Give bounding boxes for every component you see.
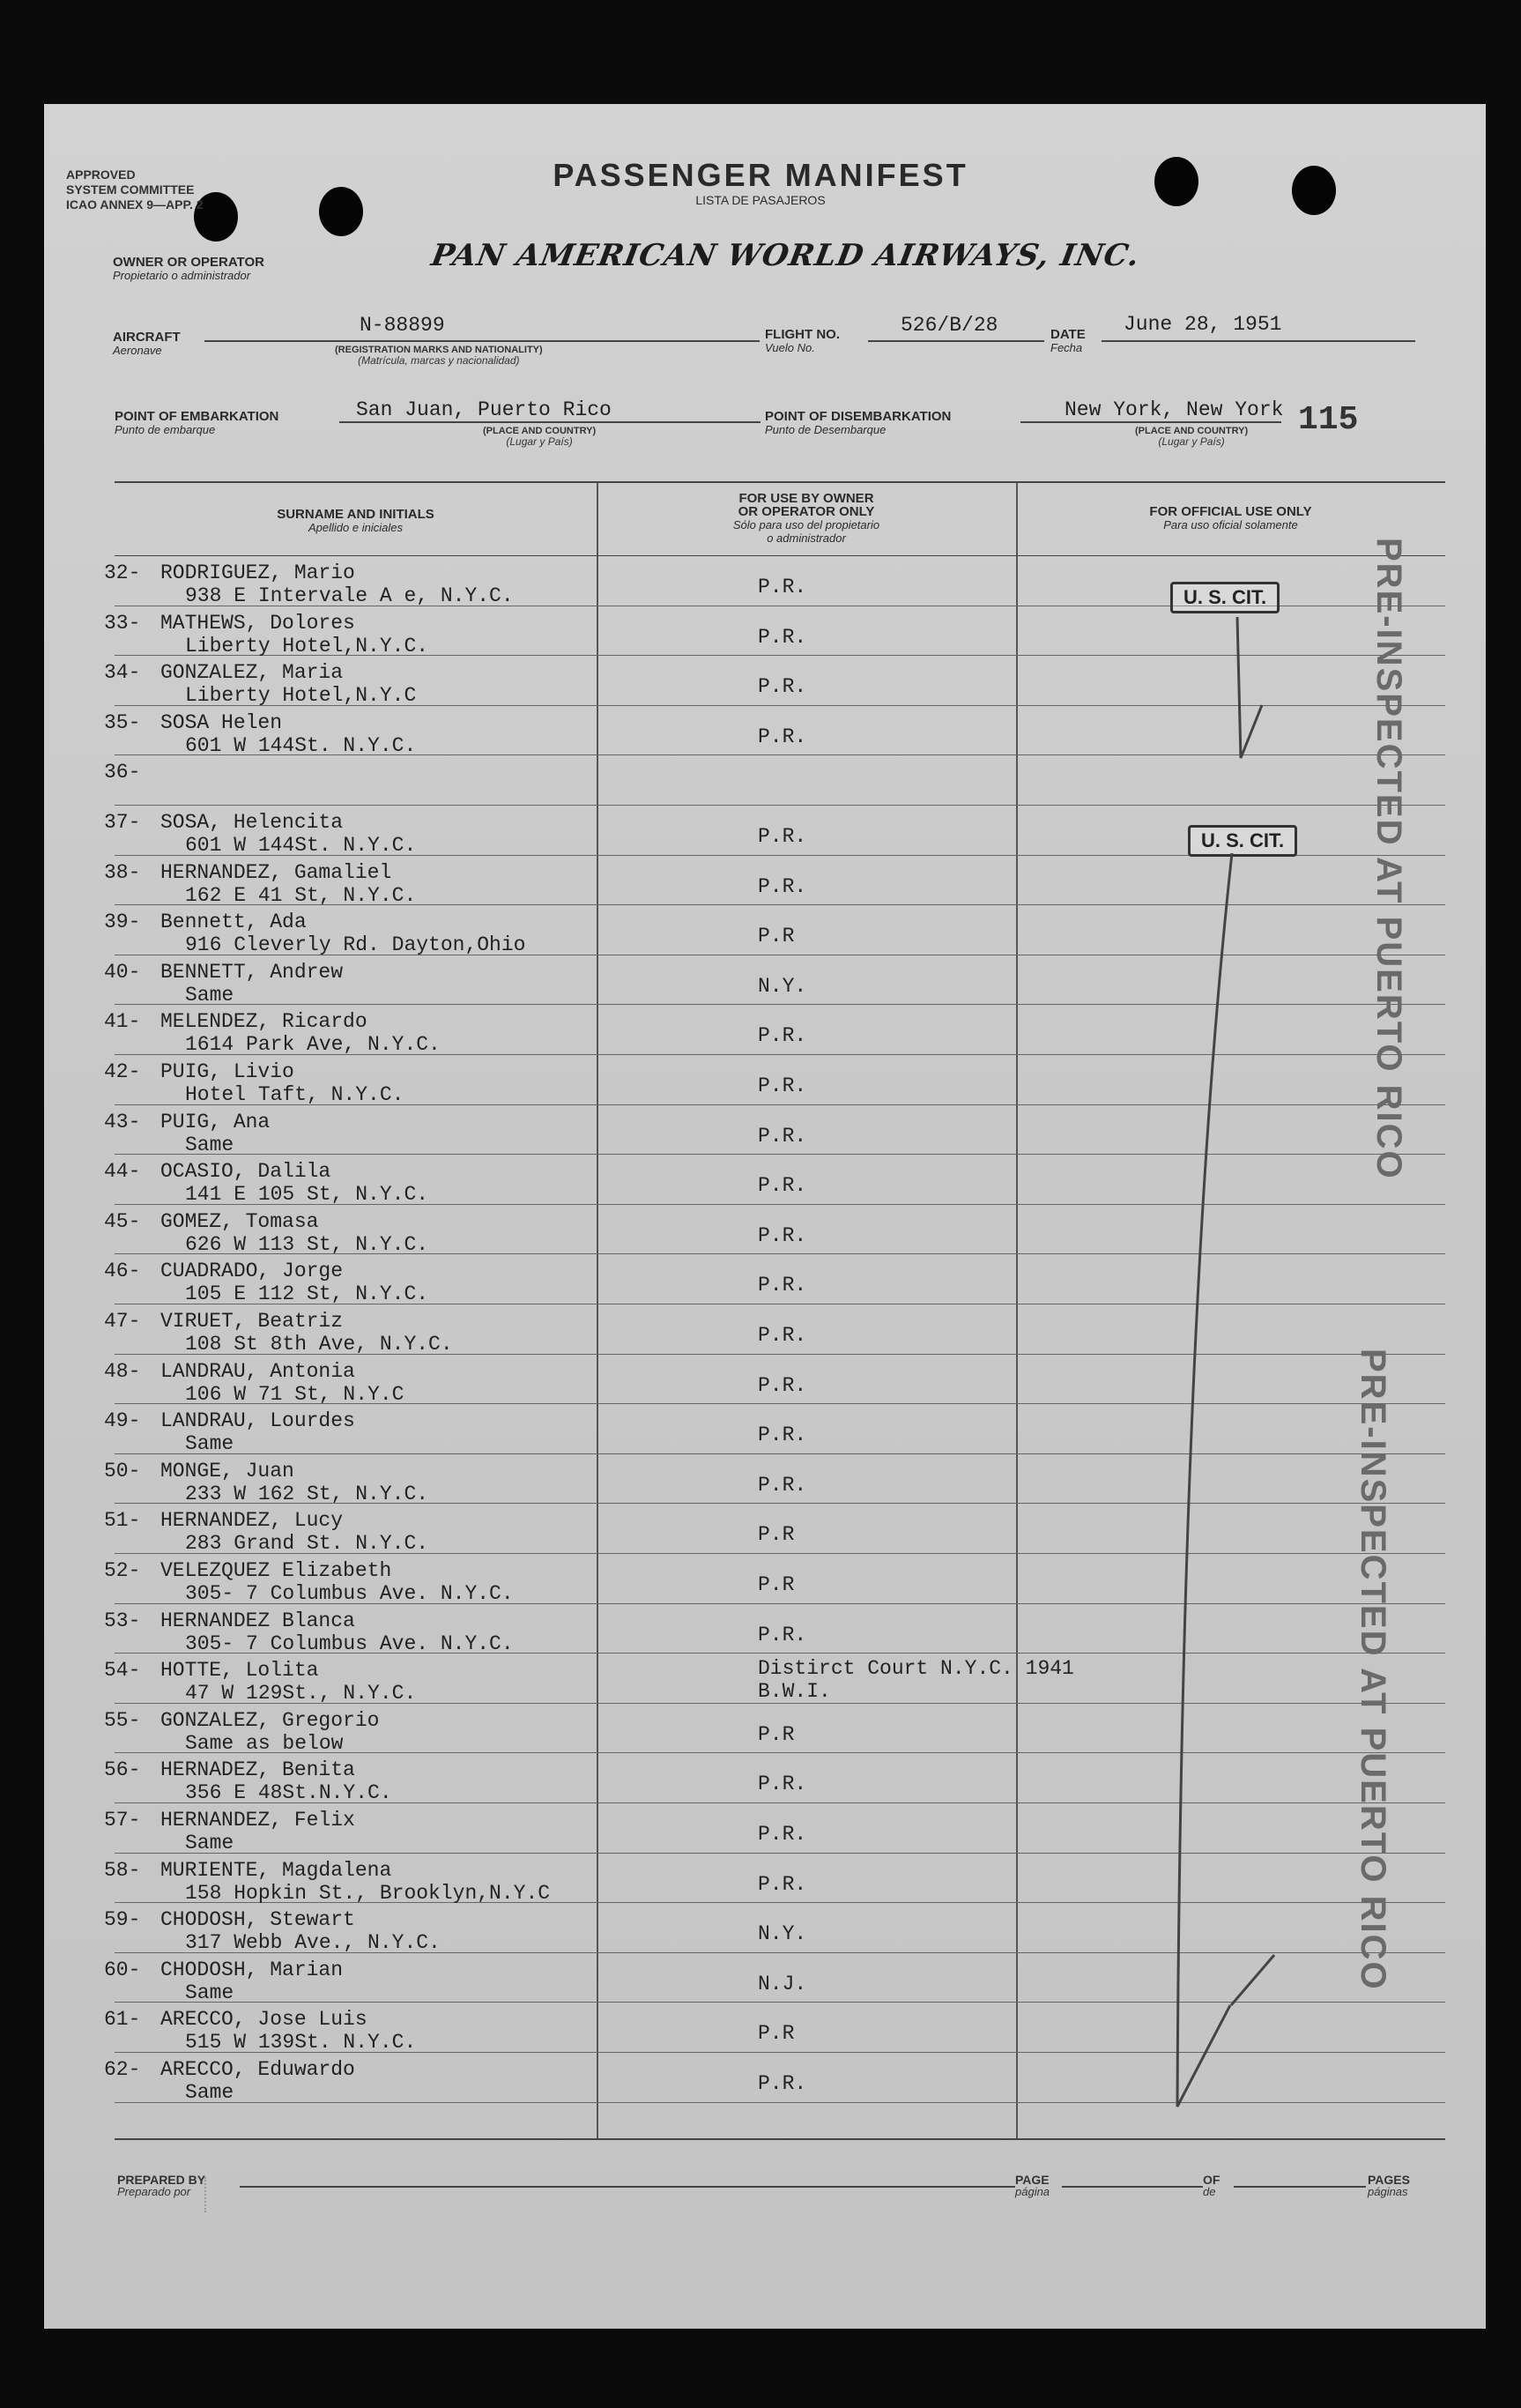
- owner-use-entry: N.J.: [758, 1972, 807, 1996]
- preinspected-stamp: PRE-INSPECTED AT PUERTO RICO: [1354, 1349, 1392, 1991]
- flight-date: June 28, 1951: [1124, 313, 1282, 336]
- passenger-address: 158 Hopkin St., Brooklyn,N.Y.C: [185, 1881, 551, 1905]
- passenger-name: LANDRAU, Antonia: [160, 1359, 355, 1383]
- passenger-name: BENNETT, Andrew: [160, 960, 344, 984]
- page-label: PAGE página: [1015, 2173, 1050, 2198]
- passenger-address: 626 W 113 St, N.Y.C.: [185, 1232, 429, 1256]
- owner-use-entry: P.R.: [758, 1623, 807, 1646]
- owner-use-entry: P.R.: [758, 1274, 807, 1297]
- passenger-name: HERNANDEZ, Felix: [160, 1809, 355, 1832]
- page-number: 115: [1298, 401, 1359, 439]
- row-number: 41-: [104, 1010, 141, 1034]
- aircraft-label: AIRCRAFT Aeronave: [113, 330, 181, 357]
- row-number: 59-: [104, 1908, 141, 1932]
- row-number: 39-: [104, 910, 141, 934]
- owner-label: OWNER OR OPERATOR Propietario o administrador: [113, 255, 264, 282]
- owner-use-entry: P.R.: [758, 874, 807, 898]
- owner-use-entry: P.R.: [758, 2072, 807, 2095]
- owner-use-entry: P.R.: [758, 1174, 807, 1198]
- owner-use-entry: P.R.: [758, 1373, 807, 1397]
- row-number: 42-: [104, 1060, 141, 1083]
- row-number: 38-: [104, 860, 141, 884]
- owner-use-entry: P.R.: [758, 1074, 807, 1097]
- passenger-name: ARECCO, Jose Luis: [160, 2008, 367, 2032]
- passenger-name: HERNADEZ, Benita: [160, 1758, 355, 1782]
- registration-note: (REGISTRATION MARKS AND NATIONALITY) (Matrícula, marcas y nacionalidad): [335, 345, 543, 367]
- row-number: 37-: [104, 811, 141, 834]
- passenger-name: HERNANDEZ, Lucy: [160, 1509, 344, 1533]
- embark-place-note: (PLACE AND COUNTRY) (Lugar y País): [483, 426, 597, 448]
- passenger-address: 317 Webb Ave., N.Y.C.: [185, 1931, 441, 1955]
- passenger-address: Hotel Taft, N.Y.C.: [185, 1083, 404, 1106]
- row-number: 46-: [104, 1260, 141, 1283]
- passenger-name: PUIG, Livio: [160, 1060, 294, 1083]
- passenger-name: MONGE, Juan: [160, 1459, 294, 1483]
- row-number: 43-: [104, 1110, 141, 1133]
- passenger-name: CUADRADO, Jorge: [160, 1260, 344, 1283]
- surname-header: SURNAME AND INITIALS Apellido e iniciales: [277, 507, 434, 534]
- owner-use-entry: P.R.: [758, 1024, 807, 1048]
- row-number: 54-: [104, 1659, 141, 1683]
- owner-use-entry: P.R: [758, 925, 795, 948]
- row-number: 40-: [104, 960, 141, 984]
- passenger-name: CHODOSH, Stewart: [160, 1908, 355, 1932]
- operator-name: PAN AMERICAN WORLD AIRWAYS, INC.: [428, 238, 1143, 273]
- passenger-address: 515 W 139St. N.Y.C.: [185, 2031, 417, 2055]
- passenger-address: Same: [185, 1981, 234, 2004]
- owner-use-entry: P.R.: [758, 1872, 807, 1896]
- passenger-address: 106 W 71 St, N.Y.C: [185, 1382, 404, 1406]
- passenger-name: GOMEZ, Tomasa: [160, 1209, 319, 1233]
- row-number: 32-: [104, 561, 141, 584]
- row-number: 62-: [104, 2058, 141, 2081]
- date-label: DATE Fecha: [1050, 327, 1086, 354]
- row-number: 58-: [104, 1858, 141, 1882]
- row-number: 57-: [104, 1809, 141, 1832]
- row-number: 49-: [104, 1409, 141, 1433]
- us-citizen-stamp: U. S. CIT.: [1188, 825, 1297, 857]
- row-number: 47-: [104, 1310, 141, 1333]
- passenger-address: 108 St 8th Ave, N.Y.C.: [185, 1333, 453, 1356]
- row-number: 53-: [104, 1609, 141, 1632]
- disembark-label: POINT OF DISEMBARKATION Punto de Desembarque: [765, 409, 952, 436]
- row-number: 51-: [104, 1509, 141, 1533]
- passenger-name: OCASIO, Dalila: [160, 1160, 331, 1184]
- aircraft-value: N-88899: [360, 314, 445, 337]
- owner-use-entry: P.R.: [758, 1324, 807, 1347]
- passenger-address: 356 E 48St.N.Y.C.: [185, 1781, 392, 1805]
- passenger-name: SOSA, Helencita: [160, 811, 344, 834]
- passenger-name: GONZALEZ, Gregorio: [160, 1708, 380, 1732]
- embark-label: POINT OF EMBARKATION Punto de embarque: [115, 409, 279, 436]
- passenger-address: Same: [185, 1133, 234, 1156]
- passenger-address: Liberty Hotel,N.Y.C.: [185, 634, 429, 658]
- owner-use-entry: P.R.: [758, 1223, 807, 1247]
- owner-use-entry: P.R: [758, 2022, 795, 2046]
- row-number: 45-: [104, 1209, 141, 1233]
- owner-use-entry: P.R: [758, 1722, 795, 1746]
- owner-use-entry: P.R.: [758, 1124, 807, 1148]
- passenger-address: 916 Cleverly Rd. Dayton,Ohio: [185, 933, 526, 957]
- passenger-address: Same as below: [185, 1731, 344, 1755]
- passenger-address: 47 W 129St., N.Y.C.: [185, 1682, 417, 1706]
- row-number: 44-: [104, 1160, 141, 1184]
- row-number: 52-: [104, 1559, 141, 1582]
- passenger-address: 305- 7 Columbus Ave. N.Y.C.: [185, 1582, 514, 1605]
- row-number: 48-: [104, 1359, 141, 1383]
- passenger-address: 233 W 162 St, N.Y.C.: [185, 1482, 429, 1505]
- passenger-name: HERNANDEZ Blanca: [160, 1609, 355, 1632]
- owner-use-entry: P.R.: [758, 1823, 807, 1846]
- owner-use-entry: N.Y.: [758, 974, 807, 998]
- approval-note: APPROVED SYSTEM COMMITTEE ICAO ANNEX 9—APP. 2: [66, 167, 204, 212]
- row-number: 34-: [104, 661, 141, 685]
- owner-use-entry: P.R.: [758, 576, 807, 598]
- row-number: 33-: [104, 611, 141, 635]
- passenger-address: 141 E 105 St, N.Y.C.: [185, 1183, 429, 1207]
- passenger-name: SOSA Helen: [160, 710, 283, 734]
- row-number: 56-: [104, 1758, 141, 1782]
- flight-label: FLIGHT NO. Vuelo No.: [765, 327, 840, 354]
- passenger-address: 162 E 41 St, N.Y.C.: [185, 883, 417, 907]
- owner-use-entry: P.R.: [758, 725, 807, 748]
- disembark-place-note: (PLACE AND COUNTRY) (Lugar y País): [1135, 426, 1249, 448]
- passenger-address: Same: [185, 983, 234, 1007]
- passenger-name: Bennett, Ada: [160, 910, 307, 934]
- passenger-address: 305- 7 Columbus Ave. N.Y.C.: [185, 1631, 514, 1655]
- passenger-name: GONZALEZ, Maria: [160, 661, 344, 685]
- passenger-name: MATHEWS, Dolores: [160, 611, 355, 635]
- form-title: PASSENGER MANIFEST: [553, 157, 968, 193]
- owner-use-entry: P.R.: [758, 1423, 807, 1447]
- owner-use-header: FOR USE BY OWNER OR OPERATOR ONLY Sólo para uso del propietario o administrador: [732, 491, 880, 545]
- embarkation-value: San Juan, Puerto Rico: [356, 398, 612, 421]
- flight-number: 526/B/28: [901, 314, 998, 337]
- owner-use-entry-secondary: B.W.I.: [758, 1680, 831, 1704]
- row-number: 60-: [104, 1958, 141, 1981]
- form-subtitle: LISTA DE PASAJEROS: [695, 193, 826, 207]
- passenger-name: HOTTE, Lolita: [160, 1659, 319, 1683]
- row-number: 36-: [104, 761, 141, 784]
- row-number: 55-: [104, 1708, 141, 1732]
- owner-use-entry: P.R.: [758, 825, 807, 848]
- passenger-name: LANDRAU, Lourdes: [160, 1409, 355, 1433]
- passenger-name: ARECCO, Eduwardo: [160, 2058, 355, 2081]
- owner-use-entry: Distirct Court N.Y.C. 1941: [758, 1657, 1074, 1681]
- passenger-address: 601 W 144St. N.Y.C.: [185, 733, 417, 757]
- passenger-address: Same: [185, 1832, 234, 1854]
- passenger-address: 1614 Park Ave, N.Y.C.: [185, 1033, 441, 1057]
- owner-use-entry: P.R.: [758, 625, 807, 649]
- official-use-header: FOR OFFICIAL USE ONLY Para uso oficial solamente: [1149, 504, 1312, 531]
- passenger-name: VIRUET, Beatriz: [160, 1310, 344, 1333]
- owner-use-entry: P.R.: [758, 675, 807, 699]
- owner-use-entry: P.R: [758, 1573, 795, 1596]
- passenger-address: Same: [185, 2081, 234, 2104]
- passenger-name: MELENDEZ, Ricardo: [160, 1010, 367, 1034]
- pages-label: PAGES páginas: [1368, 2173, 1410, 2198]
- passenger-address: 938 E Intervale A e, N.Y.C.: [185, 584, 514, 607]
- row-number: 35-: [104, 710, 141, 734]
- passenger-name: VELEZQUEZ Elizabeth: [160, 1559, 392, 1582]
- preinspected-stamp: PRE-INSPECTED AT PUERTO RICO: [1369, 538, 1408, 1180]
- row-number: 50-: [104, 1459, 141, 1483]
- passenger-name: HERNANDEZ, Gamaliel: [160, 860, 392, 884]
- row-number: 61-: [104, 2008, 141, 2032]
- owner-use-entry: P.R: [758, 1523, 795, 1547]
- of-label: OF de: [1203, 2173, 1221, 2198]
- passenger-address: 601 W 144St. N.Y.C.: [185, 834, 417, 857]
- passenger-address: Same: [185, 1432, 234, 1456]
- passenger-address: 283 Grand St. N.Y.C.: [185, 1532, 429, 1556]
- us-citizen-stamp: U. S. CIT.: [1170, 582, 1280, 613]
- passenger-address: Liberty Hotel,N.Y.C: [185, 684, 417, 708]
- passenger-name: RODRIGUEZ, Mario: [160, 561, 355, 584]
- prepared-by-label: PREPARED BY Preparado por: [117, 2173, 206, 2198]
- owner-use-entry: N.Y.: [758, 1922, 807, 1946]
- passenger-address: 105 E 112 St, N.Y.C.: [185, 1282, 429, 1306]
- disembarkation-value: New York, New York: [1065, 398, 1284, 421]
- owner-use-entry: P.R.: [758, 1473, 807, 1497]
- passenger-name: MURIENTE, Magdalena: [160, 1858, 392, 1882]
- owner-use-entry: P.R.: [758, 1773, 807, 1796]
- passenger-name: CHODOSH, Marian: [160, 1958, 344, 1981]
- passenger-name: PUIG, Ana: [160, 1110, 271, 1133]
